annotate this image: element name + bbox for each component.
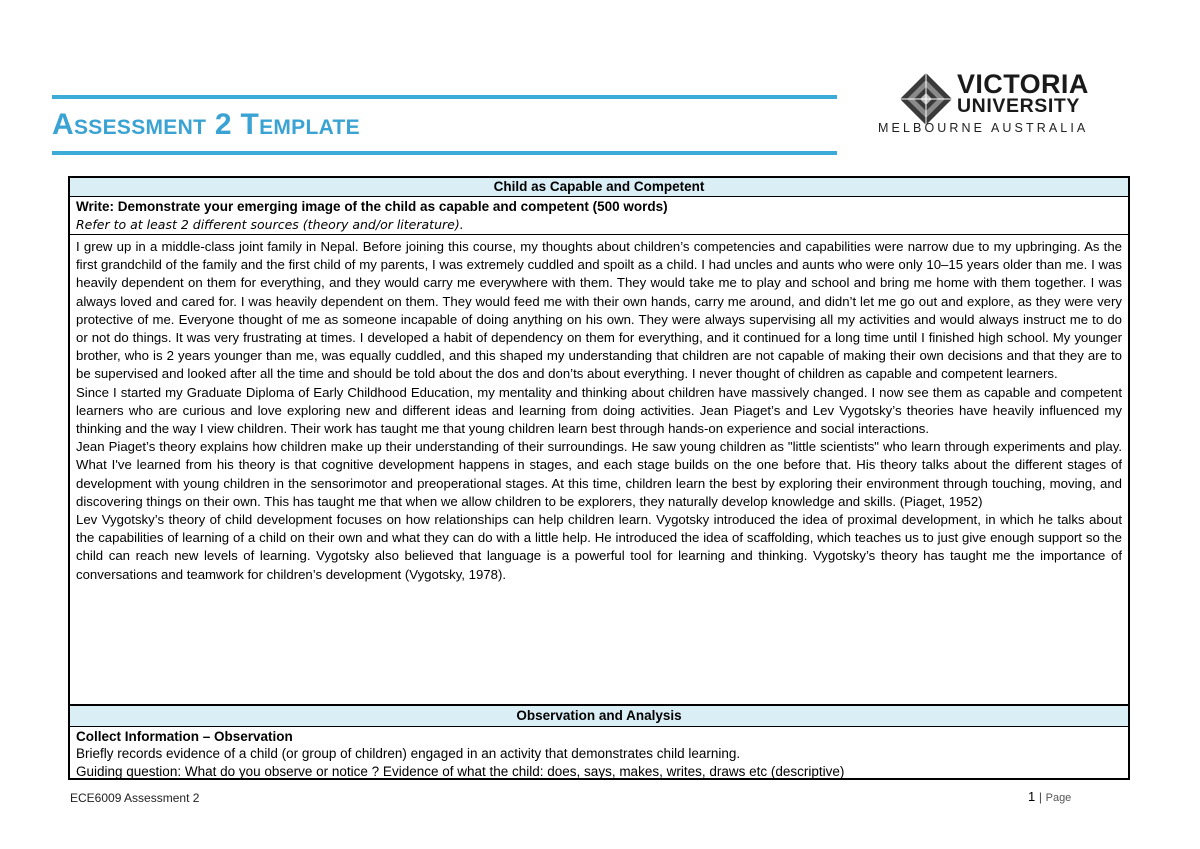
collect-description: Briefly records evidence of a child (or group of children) engaged in an activity that demonstrates child learning. <box>76 746 741 761</box>
response-paragraph: Lev Vygotsky’s theory of child development focuses on how relationships can help children learn. Vygotsky introduced the idea of proximal development, in which he talks about the capabilities of learning of a child on their own and what they can do with a little help. He introduced the idea of scaffolding, which teaches us to just give enough support so the child can reach new levels of learning. Vygotsky also believed that language is a powerful tool for learning and thinking. Vygotsky’s theory has taught me the importance of conversations and teamwork for children’s development (Vygotsky, 1978). <box>76 512 1122 582</box>
response-paragraph: Since I started my Graduate Diploma of Early Childhood Education, my mentality and thinking about children have massively changed. I now see them as capable and competent learners who are curious and love exploring new and different ideas and learning from doing activities. Jean Piaget’s and Lev Vygotsky’s theories have heavily influenced my thinking and the way I view children. Their work has taught me that young children learn best through hands-on experience and social interactions. <box>76 384 1122 437</box>
page-indicator <box>1028 789 1071 804</box>
guiding-question: Guiding question: What do you observe or notice ? Evidence of what the child: does, says, makes, writes, draws etc (descriptive) <box>76 763 845 779</box>
page-title: Assessment 2 Template <box>52 108 360 141</box>
title-top-rule <box>52 95 837 99</box>
response-text-area[interactable] <box>70 235 1128 706</box>
response-paragraph: Jean Piaget’s theory explains how children make up their understanding of their surroundings. He saw young children as "little scientists" who learn through experiments and play. What I've learned from his theory is that cognitive development happens in stages, and each stage builds on the one before that. His theory talks about the different stages of development with young children in the sensorimotor and preoperational stages. At this time, children learn the best by exploring their environment through touching, moving, and discovering things on their own. This has taught me that when we allow children to be explorers, they naturally develop knowledge and skills. (Piaget, 1952) <box>76 439 1122 509</box>
assessment-table <box>68 176 1130 780</box>
title-bottom-rule <box>52 151 837 155</box>
page-label: Page <box>1045 792 1072 804</box>
observation-instructions <box>70 727 1128 780</box>
footer-course-label: ECE6009 Assessment 2 <box>70 791 200 805</box>
page-separator: | <box>1038 790 1042 804</box>
university-logo <box>878 69 1098 141</box>
logo-line1: VICTORIA <box>957 69 1089 99</box>
prompt-text: Write: Demonstrate your emerging image of the child as capable and competent (500 words) <box>76 199 668 214</box>
writing-prompt <box>70 197 1128 235</box>
response-paragraph: I grew up in a middle-class joint family in Nepal. Before joining this course, my thoughts about children’s competencies and capabilities were narrow due to my upbringing. As the first grandchild of the family and the first child of my parents, I was extremely cuddled and spoilt as a child. I had uncles and aunts who were only 10–15 years older than me. I was heavily dependent on them for everything, and they would carry me everywhere with them. They would take me to play and school and bring me home with them together. I was always loved and cared for. I was heavily dependent on them. They would feed me with their own hands, carry me around, and didn’t let me go out and explore, as they were very protective of me. Everyone thought of me as someone incapable of doing anything on his own. They were always supervising all my activities and would always instruct me to do or not do things. It was very frustrating at times. I developed a habit of dependency on them for everything, and it continued for a long time until I finished high school. My younger brother, who is 2 years younger than me, was equally cuddled, and this shaped my understanding that children are not capable of making their own decisions and that they are to be supervised and looked after all the time and should be told about the dos and don’ts about everything. I never thought of children as capable and competent learners. <box>76 239 1122 382</box>
section-header-capable: Child as Capable and Competent <box>70 178 1128 197</box>
page-number: 1 <box>1028 789 1036 804</box>
logo-line2: UNIVERSITY <box>957 95 1081 117</box>
diamond-logo-icon <box>898 71 954 127</box>
section-header-observation: Observation and Analysis <box>70 706 1128 727</box>
collect-title: Collect Information – Observation <box>76 729 293 744</box>
prompt-note: Refer to at least 2 different sources (theory and/or literature). <box>76 217 464 232</box>
logo-subtitle: MELBOURNE AUSTRALIA <box>878 121 1089 135</box>
